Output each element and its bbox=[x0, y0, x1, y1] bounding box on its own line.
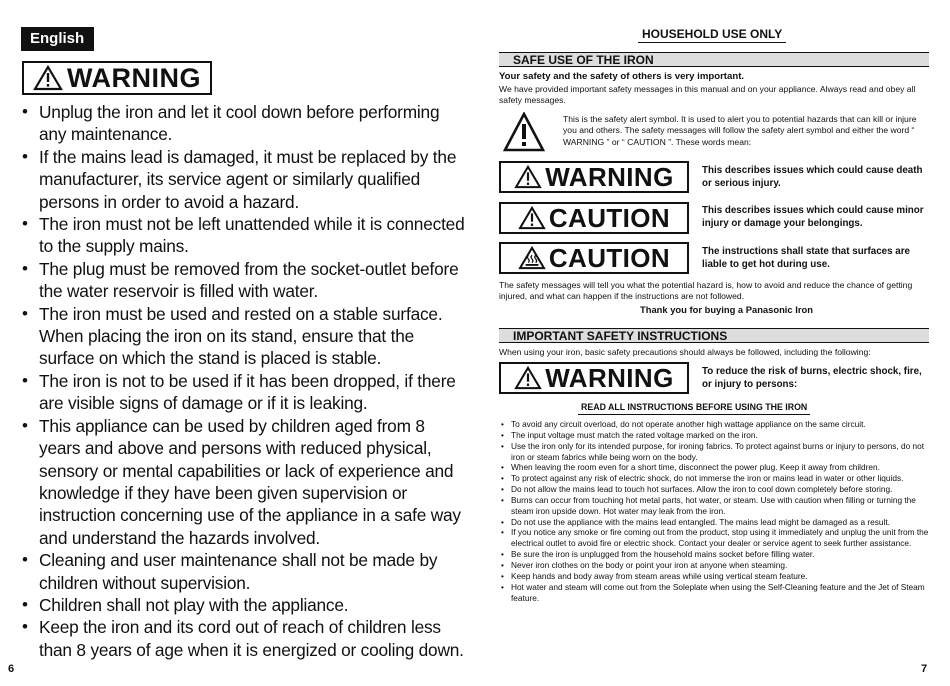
list-item: • Keep the iron and its cord out of reach of children less than 8 years of age when it is energized or cooling down. bbox=[20, 616, 465, 661]
list-item: • The input voltage must match the rated voltage marked on the iron. bbox=[501, 430, 931, 441]
list-item: • Unplug the iron and let it cool down before performing any maintenance. bbox=[20, 101, 465, 146]
safety-heading: Your safety and the safety of others is very important. bbox=[499, 71, 745, 82]
warning-banner bbox=[22, 61, 212, 95]
list-item: • The iron must not be left unattended while it is connected to the supply mains. bbox=[20, 213, 465, 258]
list-item: • If the mains lead is damaged, it must be replaced by the manufacturer, its service agent or similarly qualified persons in order to avoid a hazard. bbox=[20, 146, 465, 213]
hot-surface-label-box bbox=[499, 242, 689, 274]
label-word: CAUTION bbox=[548, 202, 671, 233]
warning-label-box bbox=[499, 161, 689, 193]
warning-label-box bbox=[499, 362, 689, 394]
household-heading: HOUSEHOLD USE ONLY bbox=[638, 27, 786, 43]
list-item: • To avoid any circuit overload, do not operate another high wattage appliance on the same circuit. bbox=[501, 419, 931, 430]
list-item: • Be sure the iron is unplugged from the household mains socket before filling water. bbox=[501, 549, 931, 560]
list-item: • Do not allow the mains lead to touch hot surfaces. Allow the iron to cool down completely before storing. bbox=[501, 484, 931, 495]
section-heading: IMPORTANT SAFETY INSTRUCTIONS bbox=[499, 328, 929, 343]
list-item: • The iron is not to be used if it has been dropped, if there are visible signs of damage or if it is leaking. bbox=[20, 370, 465, 415]
messages-text: The safety messages will tell you what the potential hazard is, how to avoid and reduce the chance of getting injured, and what can happen if the instructions are not followed. bbox=[499, 280, 913, 302]
label-word: WARNING bbox=[545, 161, 674, 192]
list-item: • The iron must be used and rested on a stable surface. When placing the iron on its stand, ensure that the surface on which the stand is placed is stable. bbox=[20, 303, 465, 370]
instructions-intro: When using your iron, basic safety precautions should always be followed, including the following: bbox=[499, 347, 871, 357]
caution-label-box bbox=[499, 202, 689, 234]
warning-list bbox=[20, 101, 465, 661]
language-label: English bbox=[21, 27, 94, 51]
list-item: • Never iron clothes on the body or point your iron at anyone when steaming. bbox=[501, 560, 931, 571]
warning-title: WARNING bbox=[67, 62, 201, 93]
list-item: • Keep hands and body away from steam areas while using vertical steam feature. bbox=[501, 571, 931, 582]
list-item: • When leaving the room even for a short time, disconnect the power plug. Keep it away from children. bbox=[501, 462, 931, 473]
label-description: The instructions shall state that surfaces are liable to get hot during use. bbox=[702, 246, 910, 270]
hot-surface-icon bbox=[518, 246, 546, 270]
safety-intro: We have provided important safety messages in this manual and on your appliance. Always read and obey all safety messages. bbox=[499, 84, 916, 106]
page-number: 7 bbox=[921, 663, 928, 675]
list-item: • Cleaning and user maintenance shall not be made by children without supervision. bbox=[20, 549, 465, 594]
label-description: This describes issues which could cause minor injury or damage your belongings. bbox=[702, 205, 924, 229]
list-item: • Do not use the appliance with the mains lead entangled. The mains lead might be damaged as a result. bbox=[501, 517, 931, 528]
list-item: • This appliance can be used by children aged from 8 years and above and persons with reduced physical, sensory or mental capabilities or lack of experience and knowledge if they have been given supervision or instruction concerning use of the appliance in a safe way and understand the hazards involved. bbox=[20, 415, 465, 549]
list-item: • The plug must be removed from the socket-outlet before the water reservoir is filled with water. bbox=[20, 258, 465, 303]
list-item: • Hot water and steam will come out from the Soleplate when using the Self-Cleaning feature and the Jet of Steam feature. bbox=[501, 582, 931, 604]
label-word: CAUTION bbox=[548, 242, 671, 273]
list-item: • To protect against any risk of electric shock, do not immerse the iron or mains lead in water or other liquids. bbox=[501, 473, 931, 484]
warning-triangle-icon bbox=[514, 366, 542, 390]
instructions-list bbox=[501, 419, 931, 603]
section-heading: SAFE USE OF THE IRON bbox=[499, 52, 929, 67]
left-page bbox=[0, 0, 470, 686]
alert-triangle-icon bbox=[503, 112, 545, 152]
warning-triangle-icon bbox=[33, 65, 63, 91]
warning-triangle-icon bbox=[514, 165, 542, 189]
list-item: • If you notice any smoke or fire coming out from the product, stop using it immediately and unplug the unit from the electrical outlet to avoid fire or electric shock. Contact your dealer or service agent to seek further assistance. bbox=[501, 527, 931, 549]
thank-you: Thank you for buying a Panasonic Iron bbox=[640, 304, 813, 315]
label-word: WARNING bbox=[545, 362, 674, 393]
list-item: • Children shall not play with the appliance. bbox=[20, 594, 465, 616]
warning-triangle-icon bbox=[518, 206, 546, 230]
label-description: To reduce the risk of burns, electric shock, fire, or injury to persons: bbox=[702, 366, 922, 390]
list-item: • Burns can occur from touching hot metal parts, hot water, or steam. Use with caution when filling or turning the steam iron upside down. Hot water may leak from the iron. bbox=[501, 495, 931, 517]
label-description: This describes issues which could cause death or serious injury. bbox=[702, 165, 923, 189]
list-item: • Use the iron only for its intended purpose, for ironing fabrics. To protect against burns or injury to persons, do not iron or steam fabrics while being worn on the body. bbox=[501, 441, 931, 463]
read-all-heading: READ ALL INSTRUCTIONS BEFORE USING THE IRON bbox=[578, 402, 810, 415]
page-number: 6 bbox=[8, 663, 15, 675]
right-page bbox=[475, 0, 950, 686]
alert-text: This is the safety alert symbol. It is used to alert you to potential hazards that can kill or injure you and others. The safety messages will follow the safety alert symbol and either the word “ WARNING ” or “ CAUTION ”. These words mean: bbox=[563, 114, 917, 147]
